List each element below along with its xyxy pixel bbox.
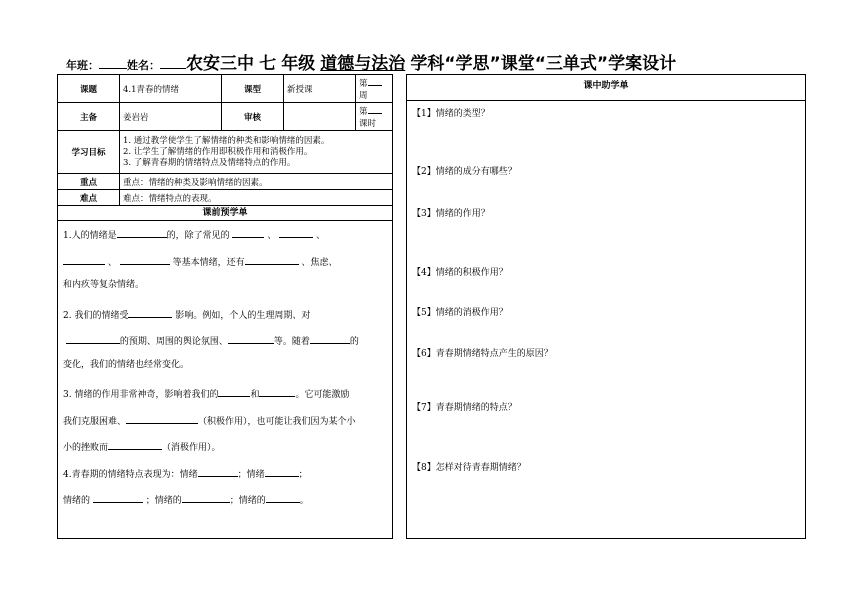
difficulty-value: 难点：情绪特点的表现。 bbox=[120, 190, 393, 206]
class-blank[interactable] bbox=[99, 56, 127, 69]
fill-blank[interactable] bbox=[198, 464, 238, 477]
text: 等。随着 bbox=[273, 337, 310, 347]
text: 、焦虑、 bbox=[301, 257, 338, 268]
text: 变化，我们的情绪也经常变化。 bbox=[63, 359, 190, 370]
text: ； bbox=[298, 469, 308, 480]
fill-blank[interactable] bbox=[182, 490, 230, 503]
pre-line bbox=[63, 331, 388, 358]
fill-blank[interactable] bbox=[120, 252, 170, 265]
right-panel bbox=[406, 74, 806, 539]
text: 、 bbox=[107, 257, 117, 268]
question-item: 【8】怎样对待青春期情绪？ bbox=[412, 463, 526, 473]
fill-blank[interactable] bbox=[279, 225, 313, 238]
pre-line bbox=[63, 252, 388, 279]
fill-blank[interactable] bbox=[218, 384, 250, 397]
text: 和 bbox=[250, 390, 260, 400]
topic-value: 4.1青春的情绪 bbox=[120, 75, 222, 103]
lesson-info-table bbox=[58, 75, 392, 206]
fill-blank[interactable] bbox=[108, 437, 162, 450]
fill-blank[interactable] bbox=[232, 225, 264, 238]
text: 的预期、周围的舆论氛围、 bbox=[119, 337, 228, 347]
pre-line bbox=[63, 305, 388, 332]
fill-blank[interactable] bbox=[128, 305, 172, 318]
fill-blank[interactable] bbox=[245, 252, 299, 265]
text: （积极作用），也可能让我们因为某个小 bbox=[198, 416, 356, 427]
text: 我们克服困难、 bbox=[63, 416, 127, 427]
host-value: 姜岩岩 bbox=[120, 103, 222, 131]
in-class-title: 课中助学单 bbox=[407, 75, 805, 101]
fill-blank[interactable] bbox=[93, 490, 143, 503]
pre-line bbox=[63, 225, 388, 252]
question-item: 【7】青春期情绪的特点？ bbox=[412, 403, 517, 413]
pre-line bbox=[63, 278, 388, 305]
question-item: 【6】青春期情绪特点产生的原因？ bbox=[412, 349, 553, 359]
fill-blank[interactable] bbox=[265, 464, 299, 477]
pre-line bbox=[63, 384, 388, 411]
question-item: 【1】情绪的类型？ bbox=[412, 109, 490, 119]
text: 小的挫败而 bbox=[63, 443, 109, 453]
text: 情绪的 bbox=[63, 496, 91, 506]
text: 的 bbox=[349, 337, 359, 347]
text: 、 bbox=[316, 231, 326, 241]
question-item: 【4】情绪的积极作用？ bbox=[412, 268, 508, 278]
fill-blank[interactable] bbox=[259, 384, 295, 397]
text: 。 bbox=[299, 496, 309, 506]
period-prefix: 第 bbox=[359, 107, 368, 117]
fill-blank[interactable] bbox=[126, 411, 198, 424]
fill-blank[interactable] bbox=[228, 331, 274, 344]
title-rest: 学科“学思”课堂“三单式”学案设计 bbox=[410, 54, 677, 74]
grade-label: 年级 bbox=[281, 54, 316, 74]
worksheet-title bbox=[66, 49, 826, 73]
goals-list bbox=[120, 131, 393, 174]
topic-label: 课题 bbox=[58, 75, 120, 103]
fill-blank[interactable] bbox=[266, 490, 300, 503]
text: 3. 情绪的作用非常神奇，影响着我们的 bbox=[63, 390, 219, 400]
subject: 道德与法治 bbox=[320, 54, 406, 74]
period-cell bbox=[356, 103, 393, 131]
goals-label: 学习目标 bbox=[58, 131, 120, 174]
text: ；情绪的 bbox=[229, 496, 266, 506]
text: ；情绪的 bbox=[145, 496, 182, 506]
type-label: 课型 bbox=[222, 75, 284, 103]
text: 1.人的情绪是 bbox=[63, 231, 117, 241]
text: 、 bbox=[267, 231, 277, 241]
text: 。它可能激励 bbox=[295, 390, 350, 400]
pre-line bbox=[63, 358, 388, 385]
host-label: 主备 bbox=[58, 103, 120, 131]
fill-blank[interactable] bbox=[310, 331, 350, 344]
period-blank[interactable] bbox=[368, 104, 382, 114]
pre-study-body bbox=[58, 221, 392, 517]
pre-line bbox=[63, 437, 388, 464]
period-suffix: 课时 bbox=[359, 119, 377, 129]
key-value: 重点：情绪的种类及影响情绪的因素。 bbox=[120, 174, 393, 190]
review-value bbox=[284, 103, 356, 131]
week-blank[interactable] bbox=[368, 76, 382, 86]
week-prefix: 第 bbox=[359, 79, 368, 89]
pre-line bbox=[63, 411, 388, 438]
question-item: 【5】情绪的消极作用？ bbox=[412, 308, 508, 318]
review-label: 审核 bbox=[222, 103, 284, 131]
text: （消极作用）。 bbox=[162, 443, 221, 453]
name-label: 姓名： bbox=[127, 59, 160, 72]
text: 2. 我们的情绪受 bbox=[63, 310, 129, 321]
text: 和内疚等复杂情绪。 bbox=[63, 280, 145, 290]
pre-line bbox=[63, 464, 388, 491]
name-blank[interactable] bbox=[160, 56, 186, 69]
key-label: 重点 bbox=[58, 174, 120, 190]
question-item: 【2】情绪的成分有哪些？ bbox=[412, 167, 517, 177]
type-value: 新授课 bbox=[284, 75, 356, 103]
left-panel bbox=[57, 74, 393, 539]
week-suffix: 周 bbox=[359, 91, 368, 101]
class-label: 年班： bbox=[66, 59, 99, 72]
text: 4.青春期的情绪特点表现为：情绪 bbox=[63, 469, 198, 480]
pre-study-title: 课前预学单 bbox=[58, 206, 392, 221]
school-name: 农安三中 bbox=[186, 54, 254, 74]
goal-item: 2. 让学生了解情绪的作用即积极作用和消极作用。 bbox=[123, 146, 313, 157]
text: 等基本情绪，还有 bbox=[172, 257, 245, 268]
text: 影响。例如，个人的生理周期、对 bbox=[175, 310, 311, 321]
fill-blank[interactable] bbox=[66, 331, 120, 344]
grade: 七 bbox=[259, 54, 277, 74]
goal-item: 1. 通过教学使学生了解情绪的种类和影响情绪的因素。 bbox=[123, 135, 330, 146]
pre-line bbox=[63, 490, 388, 517]
week-cell bbox=[356, 75, 393, 103]
difficulty-label: 难点 bbox=[58, 190, 120, 206]
fill-blank[interactable] bbox=[63, 252, 105, 265]
question-item: 【3】情绪的作用？ bbox=[412, 209, 490, 219]
fill-blank[interactable] bbox=[117, 225, 167, 238]
text: ；情绪 bbox=[237, 469, 265, 480]
text: 的，除了常见的 bbox=[166, 231, 230, 241]
goal-item: 3. 了解青春期的情绪特点及情绪特点的作用。 bbox=[123, 157, 296, 168]
